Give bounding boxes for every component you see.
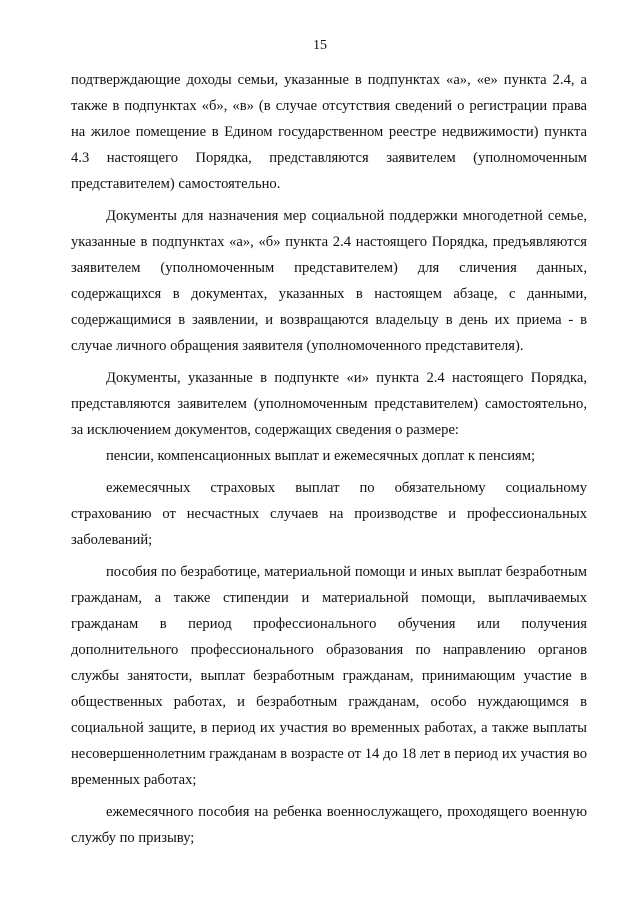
- list-item-unemployment-benefits: пособия по безработице, материальной помощи и иных выплат безработным гражданам, а также стипендии и материальной помощи, выплачиваемых гражданам в период профессионального обучения или получения дополнительного профессионального образования по направлению органов службы занятости, выплат безработным гражданам, принимающим участие в общественных работах, и безработным гражданам, особо нуждающимся в социальной защите, в период их участия во временных работах, а также выплаты несовершеннолетним гражданам в возрасте от 14 до 18 лет в период их участия во временных работах;: [71, 564, 587, 788]
- paragraph-continuation: подтверждающие доходы семьи, указанные в подпунктах «а», «е» пункта 2.4, а также в подпунктах «б», «в» (в случае отсутствия сведений о регистрации права на жилое помещение в Едином государственном реестре недвижимости) пункта 4.3 настоящего Порядка, представляются заявителем (уполномоченным представителем) самостоятельно.: [71, 72, 587, 192]
- paragraph-documents-presentation: Документы для назначения мер социальной поддержки многодетной семье, указанные в подпунктах «а», «б» пункта 2.4 настоящего Порядка, предъявляются заявителем (уполномоченным представителем) для сличения данных, содержащихся в документах, указанных в настоящем абзаце, с данными, содержащимися в заявлении, и возвращаются владельцу в день их приема - в случае личного обращения заявителя (уполномоченного представителя).: [71, 208, 587, 354]
- page-number: 15: [313, 38, 327, 53]
- list-item-pensions: пенсии, компенсационных выплат и ежемесячных доплат к пенсиям;: [106, 448, 536, 464]
- paragraph-documents-subitem-i: Документы, указанные в подпункте «и» пункта 2.4 настоящего Порядка, представляются заявителем (уполномоченным представителем) самостоятельно, за исключением документов, содержащих сведения о размере:: [71, 370, 587, 438]
- document-body: [71, 67, 587, 851]
- list-item-military-child-allowance: ежемесячного пособия на ребенка военнослужащего, проходящего военную службу по призыву;: [71, 804, 587, 846]
- list-item-insurance-payments: ежемесячных страховых выплат по обязательному социальному страхованию от несчастных случаев на производстве и профессиональных заболеваний;: [71, 480, 587, 548]
